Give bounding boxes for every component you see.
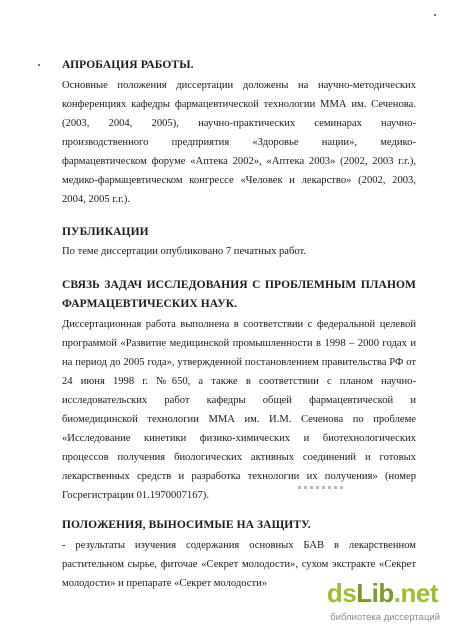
paragraph-line: Госрегистрации 01.1970007167).: [62, 490, 209, 501]
paragraph-line: конференциях кафедры фармацевтической технологии ММА им. Сеченова.: [62, 99, 416, 110]
paragraph-line: биомедицинской технологии ММА им. И.М. Сеченова по проблеме: [62, 414, 416, 425]
watermark-subtitle: библиотека диссертаций: [330, 612, 440, 623]
section-heading-provisions: ПОЛОЖЕНИЯ, ВЫНОСИМЫЕ НА ЗАЩИТУ.: [62, 519, 311, 531]
paragraph-line: (2003, 2004, 2005), научно-практических семинарах научно-: [62, 118, 416, 129]
watermark-logo-lib: Lib: [356, 578, 394, 608]
paragraph-line: 2004, 2005 г.г.).: [62, 194, 131, 205]
scan-smudge: [298, 486, 344, 489]
watermark-logo-tld: .net: [393, 578, 438, 608]
paragraph-line: исследовательских работ кафедры общей фармацевтической и: [62, 395, 416, 406]
paragraph-line: производственного предприятия «Здоровье нации», медико-: [62, 137, 416, 148]
watermark-logo-ds: ds: [326, 578, 357, 608]
paragraph-line: Диссертационная работа выполнена в соответствии с федеральной целевой: [62, 319, 416, 330]
section-heading-connection-cont: ФАРМАЦЕВТИЧЕСКИХ НАУК.: [62, 298, 238, 310]
paragraph-line: программой «Развитие медицинской промышленности в 1998 – 2000 годах и: [62, 338, 416, 349]
paragraph-line: Основные положения диссертации доложены на научно-методических: [62, 80, 416, 91]
watermark-logo[interactable]: [327, 578, 438, 609]
section-heading-connection: СВЯЗЬ ЗАДАЧ ИССЛЕДОВАНИЯ С ПРОБЛЕМНЫМ ПЛАНОМ: [62, 279, 416, 291]
paragraph-line: на период до 2005 года», утвержденной постановлением правительства РФ от: [62, 357, 416, 368]
paragraph-line: - результаты изучения содержания основных БАВ в лекарственном: [62, 540, 416, 551]
paragraph-line: процессов получения биологических активных соединений и готовых: [62, 452, 416, 463]
paragraph-line: фармацевтическом форуме «Аптека 2002», «Аптека 2003» (2002, 2003 г.г.),: [62, 156, 416, 167]
paragraph-line: По теме диссертации опубликовано 7 печатных работ.: [62, 246, 307, 257]
scan-mark: [38, 64, 40, 66]
scan-mark: [434, 14, 436, 16]
paragraph-line: молодости» и препарате «Секрет молодости»: [62, 578, 268, 589]
paragraph-line: «Исследование кинетики физико-химических и биотехнологических: [62, 433, 416, 444]
section-heading-approbation: АПРОБАЦИЯ РАБОТЫ.: [62, 59, 194, 71]
paragraph-line: 24 июня 1998 г. №650, а также в соответствии с планом научно-: [62, 376, 416, 387]
section-heading-publications: ПУБЛИКАЦИИ: [62, 226, 149, 238]
paragraph-line: медико-фармацевтическом конгрессе «Человек и лекарство» (2002, 2003,: [62, 175, 416, 186]
paragraph-line: растительном сырье, фиточае «Секрет молодости», сухом экстракте «Секрет: [62, 559, 416, 570]
paragraph-line: лекарственных средств и разработка технологии их получения» (номер: [62, 471, 416, 482]
